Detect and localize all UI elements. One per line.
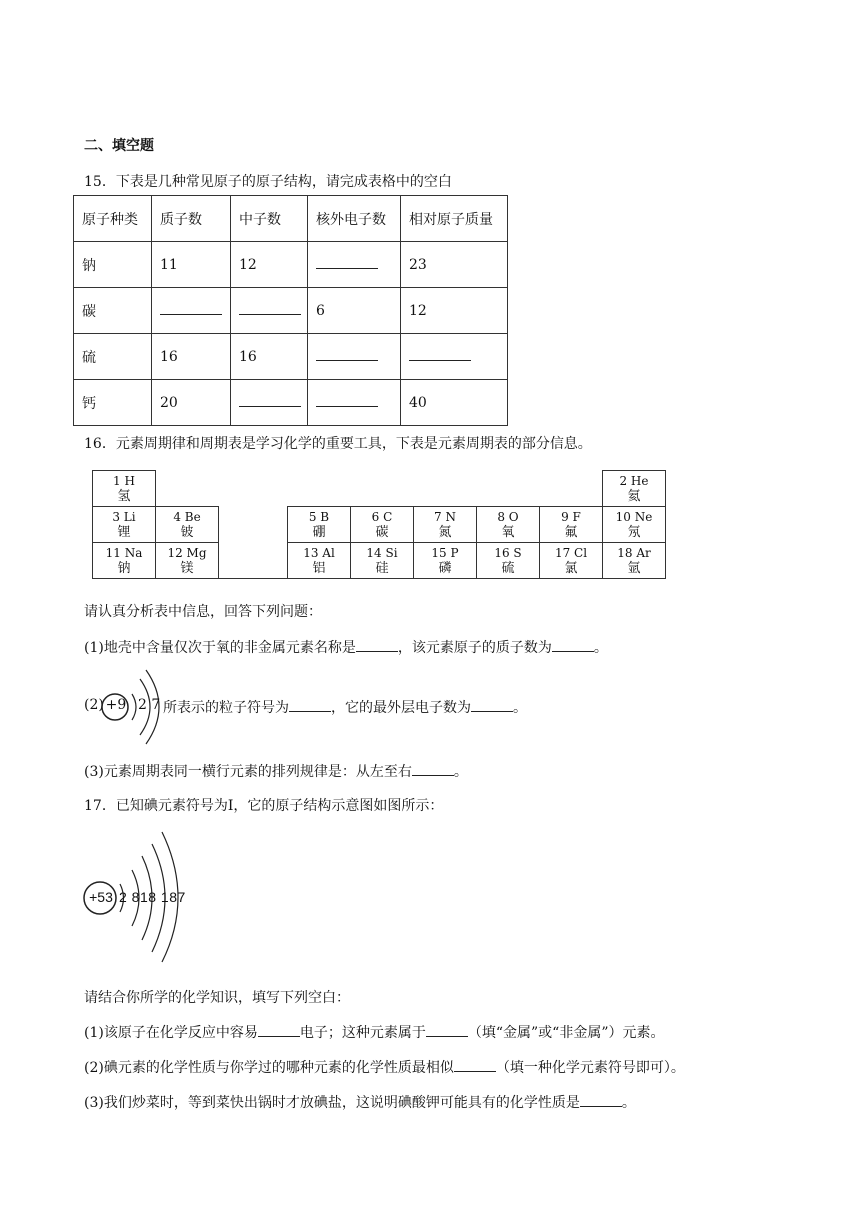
q16-part2: 所表示的粒子符号为 ，它的最外层电子数为 。 bbox=[163, 700, 527, 716]
table-cell: 16 bbox=[152, 334, 231, 380]
element-b: 5 B 硼 bbox=[288, 507, 351, 543]
table-cell: 钙 bbox=[74, 380, 152, 426]
blank-cell[interactable] bbox=[308, 334, 401, 380]
table-row bbox=[74, 334, 508, 380]
blank-cell[interactable] bbox=[231, 288, 308, 334]
answer-blank[interactable] bbox=[356, 639, 398, 652]
element-he: 2 He 氦 bbox=[603, 471, 666, 507]
q17-part2: (2)碘元素的化学性质与你学过的哪种元素的化学性质最相似 （填一种化学元素符号即可）。 bbox=[84, 1060, 685, 1076]
element-li: 3 Li 锂 bbox=[93, 507, 156, 543]
header-cell: 质子数 bbox=[152, 196, 231, 242]
element-ne: 10 Ne 氖 bbox=[603, 507, 666, 543]
table-cell: 硫 bbox=[74, 334, 152, 380]
header-cell: 相对原子质量 bbox=[401, 196, 508, 242]
element-c: 6 C 碳 bbox=[351, 507, 414, 543]
answer-blank[interactable] bbox=[426, 1024, 468, 1037]
header-cell: 核外电子数 bbox=[308, 196, 401, 242]
fluorine-nucleus: +9 bbox=[105, 697, 127, 713]
header-cell: 中子数 bbox=[231, 196, 308, 242]
element-p: 15 P 磷 bbox=[414, 543, 477, 579]
table-row bbox=[74, 242, 508, 288]
answer-blank[interactable] bbox=[471, 699, 513, 712]
element-s: 16 S 硫 bbox=[477, 543, 540, 579]
q16-intro: 请认真分析表中信息，回答下列问题： bbox=[84, 604, 322, 620]
element-na: 11 Na 钠 bbox=[93, 543, 156, 579]
iodine-nucleus: +53 bbox=[89, 889, 113, 905]
q16-part1: (1)地壳中含量仅次于氧的非金属元素名称是 ，该元素原子的质子数为 。 bbox=[84, 640, 608, 656]
blank-cell[interactable] bbox=[308, 242, 401, 288]
element-be: 4 Be 铍 bbox=[156, 507, 219, 543]
element-si: 14 Si 硅 bbox=[351, 543, 414, 579]
q17-stem: 17．已知碘元素符号为I，它的原子结构示意图如图所示： bbox=[84, 798, 444, 814]
table-cell: 碳 bbox=[74, 288, 152, 334]
section-title: 二、填空题 bbox=[84, 138, 154, 154]
blank-cell[interactable] bbox=[152, 288, 231, 334]
element-n: 7 N 氮 bbox=[414, 507, 477, 543]
answer-blank[interactable] bbox=[580, 1094, 622, 1107]
header-cell: 原子种类 bbox=[74, 196, 152, 242]
table-cell: 11 bbox=[152, 242, 231, 288]
q17-intro: 请结合你所学的化学知识，填写下列空白： bbox=[84, 990, 350, 1006]
q16-stem: 16．元素周期律和周期表是学习化学的重要工具，下表是元素周期表的部分信息。 bbox=[84, 436, 592, 452]
element-o: 8 O 氧 bbox=[477, 507, 540, 543]
q17-part3: (3)我们炒菜时，等到菜快出锅时才放碘盐，这说明碘酸钾可能具有的化学性质是 。 bbox=[84, 1095, 636, 1111]
element-ar: 18 Ar 氩 bbox=[603, 543, 666, 579]
answer-blank[interactable] bbox=[258, 1024, 300, 1037]
table-row bbox=[74, 380, 508, 426]
answer-blank[interactable] bbox=[552, 639, 594, 652]
q16-part2-label: (2) bbox=[84, 697, 104, 713]
blank-cell[interactable] bbox=[308, 380, 401, 426]
table-row bbox=[74, 288, 508, 334]
iodine-shells: 2 818 187 bbox=[119, 889, 186, 905]
element-al: 13 Al 铝 bbox=[288, 543, 351, 579]
answer-blank[interactable] bbox=[289, 699, 331, 712]
table-cell: 12 bbox=[231, 242, 308, 288]
table-cell: 20 bbox=[152, 380, 231, 426]
answer-blank[interactable] bbox=[412, 763, 454, 776]
table-cell: 23 bbox=[401, 242, 508, 288]
element-cl: 17 Cl 氯 bbox=[540, 543, 603, 579]
table-cell: 40 bbox=[401, 380, 508, 426]
table-cell: 16 bbox=[231, 334, 308, 380]
table-cell: 钠 bbox=[74, 242, 152, 288]
periodic-table bbox=[92, 470, 666, 579]
blank-cell[interactable] bbox=[401, 334, 508, 380]
element-mg: 12 Mg 镁 bbox=[156, 543, 219, 579]
table-cell: 12 bbox=[401, 288, 508, 334]
element-h: 1 H 氢 bbox=[93, 471, 156, 507]
table-cell: 6 bbox=[308, 288, 401, 334]
q15-stem: 15．下表是几种常见原子的原子结构，请完成表格中的空白 bbox=[84, 174, 452, 190]
atom-structure-table bbox=[73, 195, 508, 426]
element-f: 9 F 氟 bbox=[540, 507, 603, 543]
fluorine-shells: 2 7 bbox=[138, 697, 161, 713]
q17-part1: (1)该原子在化学反应中容易 电子；这种元素属于 （填“金属”或“非金属”）元素。 bbox=[84, 1025, 665, 1041]
table-header-row bbox=[74, 196, 508, 242]
answer-blank[interactable] bbox=[454, 1059, 496, 1072]
q16-part3: (3)元素周期表同一横行元素的排列规律是：从左至右 。 bbox=[84, 764, 468, 780]
blank-cell[interactable] bbox=[231, 380, 308, 426]
